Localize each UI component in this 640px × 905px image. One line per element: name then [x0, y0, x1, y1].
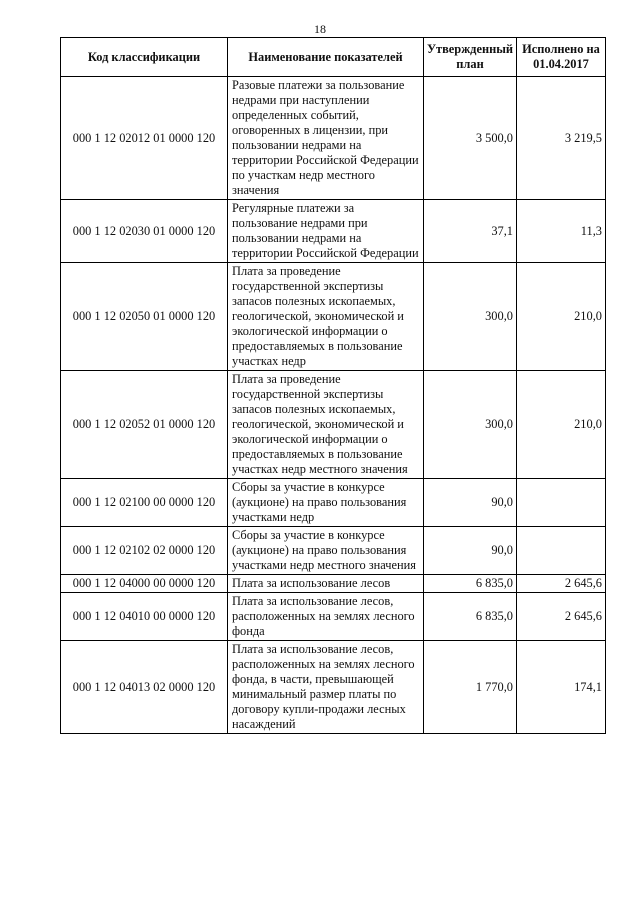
cell-name: Плата за проведение государственной экспертизы запасов полезных ископаемых, геологической, экономической и экологической информации о предоставляемых в пользование участках недр местного значения: [228, 371, 424, 479]
cell-done: [517, 527, 606, 575]
table-row: [61, 575, 606, 593]
cell-code: 000 1 12 04010 00 0000 120: [61, 593, 228, 641]
cell-name: Регулярные платежи за пользование недрами при пользовании недрами на территории Российской Федерации: [228, 200, 424, 263]
table-row: [61, 77, 606, 200]
cell-name: Разовые платежи за пользование недрами при наступлении определенных событий, оговоренных в лицензии, при пользовании недрами на территории Российской Федерации по участкам недр местного значения: [228, 77, 424, 200]
cell-code: 000 1 12 02050 01 0000 120: [61, 263, 228, 371]
page-number: 18: [314, 22, 326, 36]
cell-name: Сборы за участие в конкурсе (аукционе) на право пользования участками недр: [228, 479, 424, 527]
table-header-row: [61, 38, 606, 77]
cell-name: Плата за проведение государственной экспертизы запасов полезных ископаемых, геологической, экономической и экологической информации о предоставляемых в пользование участках недр: [228, 263, 424, 371]
header-name: Наименование показателей: [228, 38, 424, 77]
cell-done: 3 219,5: [517, 77, 606, 200]
cell-name: Плата за использование лесов, расположенных на землях лесного фонда: [228, 593, 424, 641]
cell-done: 210,0: [517, 263, 606, 371]
cell-done: 2 645,6: [517, 593, 606, 641]
cell-code: 000 1 12 02052 01 0000 120: [61, 371, 228, 479]
cell-plan: 300,0: [424, 371, 517, 479]
cell-plan: 37,1: [424, 200, 517, 263]
cell-done: 2 645,6: [517, 575, 606, 593]
table-row: [61, 371, 606, 479]
header-done: Исполнено на 01.04.2017: [517, 38, 606, 77]
cell-plan: 6 835,0: [424, 593, 517, 641]
cell-plan: 1 770,0: [424, 641, 517, 734]
cell-code: 000 1 12 04013 02 0000 120: [61, 641, 228, 734]
cell-code: 000 1 12 02100 00 0000 120: [61, 479, 228, 527]
cell-plan: 90,0: [424, 479, 517, 527]
cell-plan: 6 835,0: [424, 575, 517, 593]
cell-plan: 300,0: [424, 263, 517, 371]
cell-code: 000 1 12 02012 01 0000 120: [61, 77, 228, 200]
cell-done: [517, 479, 606, 527]
table-row: [61, 479, 606, 527]
cell-plan: 3 500,0: [424, 77, 517, 200]
cell-name: Плата за использование лесов, расположенных на землях лесного фонда, в части, превышающей минимальный размер платы по договору купли-продажи лесных насаждений: [228, 641, 424, 734]
table-row: [61, 641, 606, 734]
cell-name: Сборы за участие в конкурсе (аукционе) на право пользования участками недр местного значения: [228, 527, 424, 575]
cell-code: 000 1 12 02030 01 0000 120: [61, 200, 228, 263]
cell-done: 11,3: [517, 200, 606, 263]
table-row: [61, 200, 606, 263]
cell-code: 000 1 12 04000 00 0000 120: [61, 575, 228, 593]
cell-plan: 90,0: [424, 527, 517, 575]
table-row: [61, 263, 606, 371]
table-row: [61, 527, 606, 575]
cell-done: 210,0: [517, 371, 606, 479]
cell-code: 000 1 12 02102 02 0000 120: [61, 527, 228, 575]
cell-name: Плата за использование лесов: [228, 575, 424, 593]
table-row: [61, 593, 606, 641]
header-plan: Утвержденный план: [424, 38, 517, 77]
header-code: Код классификации: [61, 38, 228, 77]
cell-done: 174,1: [517, 641, 606, 734]
budget-table: [60, 37, 606, 734]
